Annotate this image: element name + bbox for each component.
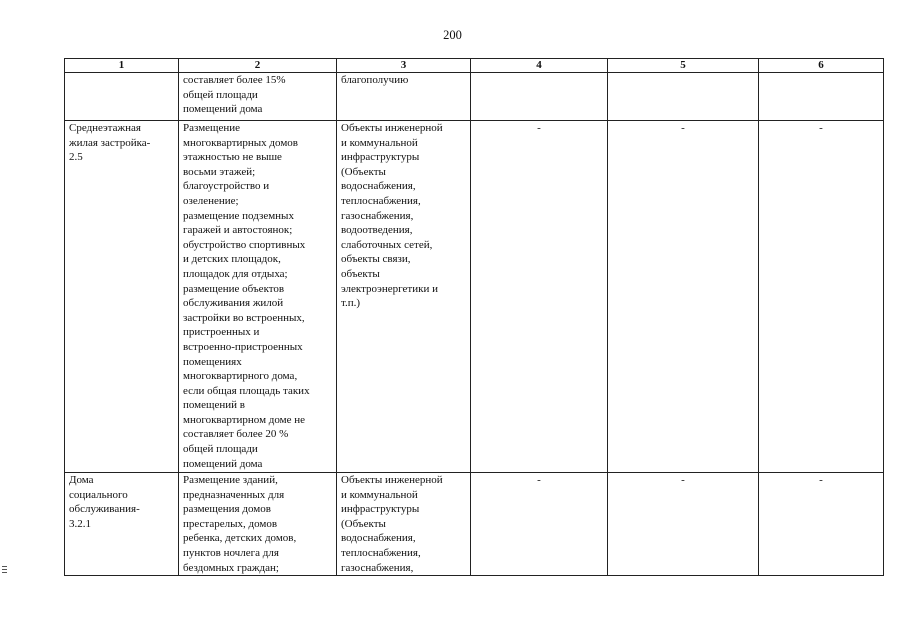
table-row xyxy=(65,473,884,576)
table-cell: - xyxy=(759,121,884,473)
table-cell: Объекты инженерной и коммунальной инфраструктуры (Объекты водоснабжения, теплоснабжения, газоснабжения, xyxy=(337,473,471,576)
table-cell: благополучию xyxy=(337,73,471,121)
margin-mark-icon xyxy=(2,566,7,574)
table-cell xyxy=(608,73,759,121)
page-number: 200 xyxy=(443,28,462,42)
table-row xyxy=(65,73,884,121)
column-header-4: 4 xyxy=(471,59,608,73)
table-cell: Размещение зданий, предназначенных для размещения домов престарелых, домов ребенка, детских домов, пунктов ночлега для бездомных граждан; xyxy=(179,473,337,576)
table-cell: Размещение многоквартирных домов этажностью не выше восьми этажей; благоустройство и озеленение; размещение подземных гаражей и автостоянок; обустройство спортивных и детских площадок, площадок для отдыха; размещение объектов обслуживания жилой застройки во встроенных, пристроенных и встроенно-пристроенных помещениях многоквартирного дома, если общая площадь таких помещений в многоквартирном доме не составляет более 20 % общей площади помещений дома xyxy=(179,121,337,473)
table-header-row xyxy=(65,59,884,73)
column-header-6: 6 xyxy=(759,59,884,73)
table-row xyxy=(65,121,884,473)
table-cell: - xyxy=(471,473,608,576)
document-table xyxy=(64,58,884,576)
column-header-1: 1 xyxy=(65,59,179,73)
table-cell: - xyxy=(471,121,608,473)
column-header-2: 2 xyxy=(179,59,337,73)
table-cell: Объекты инженерной и коммунальной инфраструктуры (Объекты водоснабжения, теплоснабжения, газоснабжения, водоотведения, слаботочных сетей, объекты связи, объекты электроэнергетики и т.п.) xyxy=(337,121,471,473)
table-cell xyxy=(65,73,179,121)
table-cell: Среднеэтажная жилая застройка- 2.5 xyxy=(65,121,179,473)
table-cell: - xyxy=(608,473,759,576)
table-cell: Дома социального обслуживания- 3.2.1 xyxy=(65,473,179,576)
table-cell: - xyxy=(608,121,759,473)
column-header-5: 5 xyxy=(608,59,759,73)
table-cell: составляет более 15% общей площади помещений дома xyxy=(179,73,337,121)
table-cell xyxy=(471,73,608,121)
table-cell: - xyxy=(759,473,884,576)
table-cell xyxy=(759,73,884,121)
column-header-3: 3 xyxy=(337,59,471,73)
